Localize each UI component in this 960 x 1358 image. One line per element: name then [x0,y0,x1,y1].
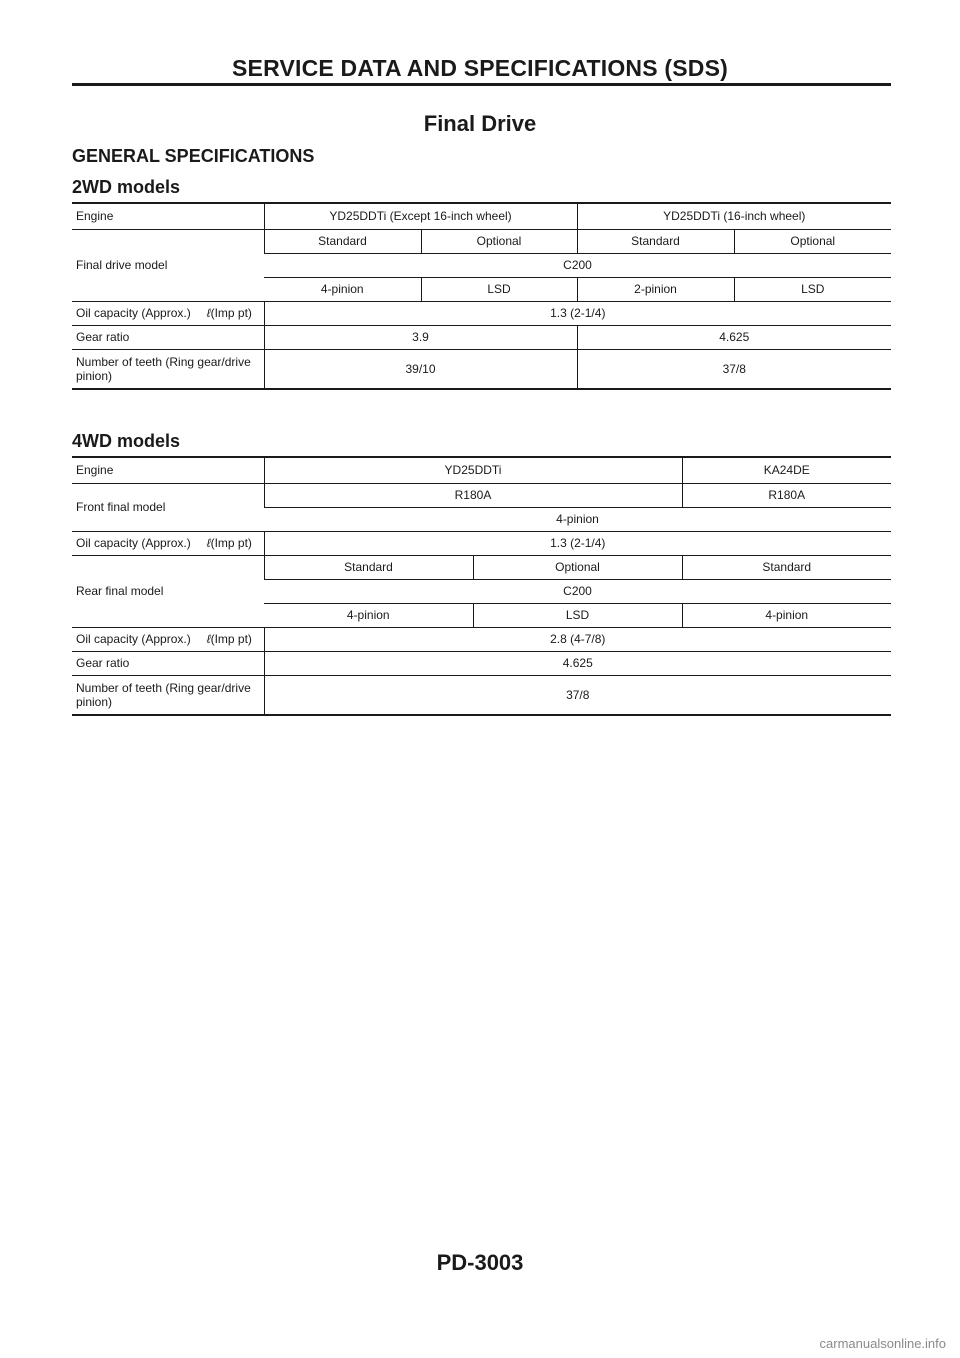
engine-value: YD25DDTi (Except 16-inch wheel) [264,203,577,229]
gear-ratio-value: 4.625 [577,325,891,349]
rear-oil-capacity-value: 2.8 (4-7/8) [264,627,891,651]
pinion-cell: 4-pinion [682,603,891,627]
oil-capacity-label: Oil capacity (Approx.) [76,536,191,550]
table-row [72,457,891,483]
rear-final-model-label: Rear final model [72,555,264,627]
pinion-cell: LSD [473,603,682,627]
table-row [72,651,891,675]
pinion-cell: 2-pinion [577,277,734,301]
two-wd-spec-table [72,202,891,390]
engine-value: YD25DDTi [264,457,682,483]
engine-label: Engine [72,457,264,483]
final-drive-model-label: Final drive model [72,229,264,301]
pinion-cell: LSD [734,277,891,301]
teeth-value: 39/10 [264,349,577,389]
teeth-label: Number of teeth (Ring gear/drive pinion) [72,675,264,715]
table-row [72,531,891,555]
type-cell: Optional [421,229,577,253]
oil-capacity-label-cell [72,301,264,325]
type-cell: Standard [577,229,734,253]
oil-unit: (Imp pt) [210,536,252,550]
pinion-cell: 4-pinion [264,277,421,301]
front-final-model-value: R180A [682,483,891,507]
table-row [72,555,891,579]
oil-capacity-label: Oil capacity (Approx.) [76,306,191,320]
page-title: Final Drive [423,111,537,136]
two-wd-title: 2WD models [72,177,181,197]
type-cell: Standard [264,229,421,253]
oil-capacity-label: Oil capacity (Approx.) [76,632,191,646]
liter-symbol: ℓ [206,306,211,320]
front-pinion-value: 4-pinion [264,507,891,531]
gear-ratio-value: 4.625 [264,651,891,675]
liter-symbol: ℓ [206,536,211,550]
engine-value: YD25DDTi (16-inch wheel) [577,203,891,229]
gear-ratio-label: Gear ratio [72,325,264,349]
front-final-model-label: Front final model [72,483,264,531]
table-row [72,203,891,229]
table-row [72,349,891,389]
header-title: SERVICE DATA AND SPECIFICATIONS (SDS) [232,55,728,81]
table-row [72,325,891,349]
front-oil-capacity-value: 1.3 (2-1/4) [264,531,891,555]
table-row [72,301,891,325]
pinion-cell: LSD [421,277,577,301]
table-row [72,675,891,715]
four-wd-spec-table [72,456,891,716]
teeth-label: Number of teeth (Ring gear/drive pinion) [72,349,264,389]
type-cell: Standard [682,555,891,579]
teeth-value: 37/8 [577,349,891,389]
section-title: GENERAL SPECIFICATIONS [72,146,315,166]
four-wd-title: 4WD models [72,431,181,451]
header-rule [72,83,891,86]
type-cell: Optional [473,555,682,579]
gear-ratio-label: Gear ratio [72,651,264,675]
oil-capacity-label-cell [72,531,264,555]
pinion-cell: 4-pinion [264,603,473,627]
liter-symbol: ℓ [206,632,211,646]
engine-value: KA24DE [682,457,891,483]
type-cell: Standard [264,555,473,579]
table-row [72,627,891,651]
page-number: PD-3003 [436,1250,524,1275]
table-row [72,229,891,253]
table-row [72,483,891,507]
oil-capacity-label-cell [72,627,264,651]
engine-label: Engine [72,203,264,229]
oil-capacity-value: 1.3 (2-1/4) [264,301,891,325]
teeth-value: 37/8 [264,675,891,715]
type-cell: Optional [734,229,891,253]
watermark: carmanualsonline.info [819,1336,946,1351]
rear-final-model-value: C200 [264,579,891,603]
oil-unit: (Imp pt) [210,306,252,320]
oil-unit: (Imp pt) [210,632,252,646]
final-drive-model-value: C200 [264,253,891,277]
front-final-model-value: R180A [264,483,682,507]
gear-ratio-value: 3.9 [264,325,577,349]
